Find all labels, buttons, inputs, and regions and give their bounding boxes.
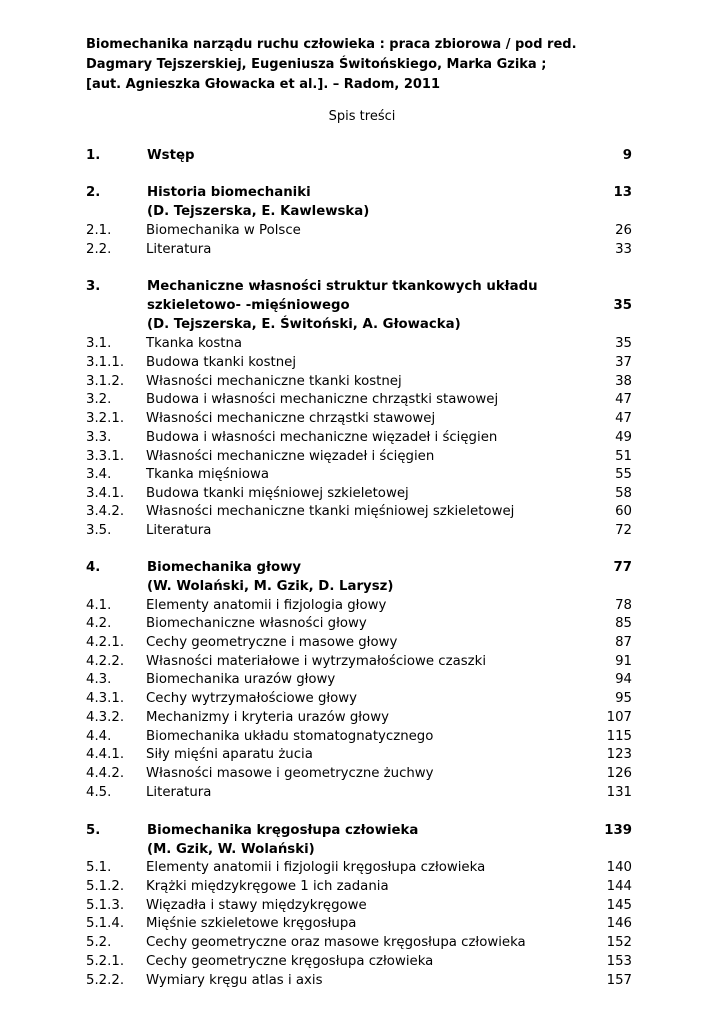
toc-entry-title: (D. Tejszerska, E. Kawlewska) [147, 204, 370, 219]
toc-entry-number: 4.1. [86, 598, 112, 613]
toc-chapter-row [0, 202, 724, 221]
toc-entry-title: Biomechanika w Polsce [146, 223, 301, 238]
toc-section-row [0, 447, 724, 466]
toc-entry-number: 3.3.1. [86, 449, 125, 464]
toc-entry-title: (W. Wolański, M. Gzik, D. Larysz) [147, 579, 394, 594]
toc-entry-page: 94 [615, 672, 632, 687]
toc-entry-title: Więzadła i stawy międzykręgowe [146, 898, 367, 913]
toc-entry-page: 47 [615, 392, 632, 407]
toc-entry-title: Cechy geometryczne oraz masowe kręgosłupa człowieka [146, 935, 526, 950]
toc-section-row [0, 952, 724, 971]
toc-entry-page: 37 [615, 355, 632, 370]
toc-entry-page: 153 [606, 954, 632, 969]
toc-entry-number: 4. [86, 560, 101, 575]
toc-chapter-row [0, 315, 724, 334]
toc-section-row [0, 390, 724, 409]
toc-entry-title: Cechy wytrzymałościowe głowy [146, 691, 358, 706]
toc-entry-page: 146 [606, 916, 632, 931]
toc-title: Spis treści [328, 109, 396, 124]
bibliographic-header [86, 35, 646, 95]
toc-entry-number: 4.3.2. [86, 710, 125, 725]
toc-entry-number: 4.4. [86, 729, 112, 744]
toc-chapter-row [0, 277, 724, 296]
toc-section-row [0, 521, 724, 540]
toc-section-row [0, 914, 724, 933]
toc-entry-number: 5.1.4. [86, 916, 125, 931]
toc-entry-number: 5.1.2. [86, 879, 125, 894]
toc-entry-title: Literatura [146, 242, 212, 257]
toc-chapter-row [0, 146, 724, 165]
toc-entry-page: 87 [615, 635, 632, 650]
toc-entry-title: Własności masowe i geometryczne żuchwy [146, 766, 434, 781]
toc-entry-number: 3.2.1. [86, 411, 125, 426]
toc-entry-number: 3.5. [86, 523, 112, 538]
toc-entry-title: Budowa i własności mechaniczne więzadeł i ścięgien [146, 430, 498, 445]
toc-entry-number: 3.4.2. [86, 504, 125, 519]
toc-entry-page: 49 [615, 430, 632, 445]
toc-entry-page: 60 [615, 504, 632, 519]
toc-entry-title: Tkanka kostna [146, 336, 243, 351]
toc-entry-title: Mięśnie szkieletowe kręgosłupa [146, 916, 357, 931]
toc-entry-page: 47 [615, 411, 632, 426]
toc-entry-number: 2.2. [86, 242, 112, 257]
toc-section-row [0, 708, 724, 727]
toc-entry-title: Cechy geometryczne kręgosłupa człowieka [146, 954, 434, 969]
toc-entry-title: Mechaniczne własności struktur tkankowych układu [147, 279, 538, 294]
toc-section-row [0, 465, 724, 484]
toc-entry-page: 51 [615, 449, 632, 464]
toc-entry-title: Własności mechaniczne więzadeł i ścięgien [146, 449, 435, 464]
toc-entry-number: 2. [86, 185, 101, 200]
toc-entry-title: Budowa i własności mechaniczne chrząstki stawowej [146, 392, 499, 407]
toc-entry-title: Budowa tkanki kostnej [146, 355, 297, 370]
toc-entry-title: Cechy geometryczne i masowe głowy [146, 635, 398, 650]
toc-entry-page: 115 [606, 729, 632, 744]
toc-entry-title: (M. Gzik, W. Wolański) [147, 842, 315, 857]
toc-entry-number: 4.4.1. [86, 747, 125, 762]
toc-chapter-row [0, 296, 724, 315]
toc-entry-title: Elementy anatomii i fizjologia głowy [146, 598, 387, 613]
toc-section-row [0, 670, 724, 689]
toc-entry-page: 145 [606, 898, 632, 913]
toc-entry-page: 126 [606, 766, 632, 781]
toc-section-row [0, 877, 724, 896]
toc-entry-page: 123 [606, 747, 632, 762]
toc-entry-page: 35 [615, 336, 632, 351]
toc-section-row [0, 652, 724, 671]
toc-entry-number: 3.1.2. [86, 374, 125, 389]
toc-entry-title: Historia biomechaniki [147, 185, 311, 200]
toc-entry-page: 157 [606, 973, 632, 988]
toc-chapter-row [0, 821, 724, 840]
toc-section-row [0, 353, 724, 372]
header-line: [aut. Agnieszka Głowacka et al.]. – Radom, 2011 [86, 77, 441, 92]
toc-section-row [0, 933, 724, 952]
toc-entry-number: 5.2.2. [86, 973, 125, 988]
toc-section-row [0, 633, 724, 652]
toc-section-row [0, 409, 724, 428]
toc-entry-page: 9 [622, 148, 632, 163]
toc-entry-number: 5. [86, 823, 101, 838]
toc-entry-page: 131 [606, 785, 632, 800]
toc-section-row [0, 221, 724, 240]
toc-section-row [0, 727, 724, 746]
toc-entry-number: 4.3. [86, 672, 112, 687]
toc-entry-page: 58 [615, 486, 632, 501]
toc-entry-title: Wymiary kręgu atlas i axis [146, 973, 323, 988]
toc-section-row [0, 334, 724, 353]
toc-entry-page: 85 [615, 616, 632, 631]
toc-entry-number: 3.3. [86, 430, 112, 445]
toc-entry-page: 78 [615, 598, 632, 613]
toc-entry-number: 4.5. [86, 785, 112, 800]
toc-entry-number: 2.1. [86, 223, 112, 238]
toc-entry-title: Budowa tkanki mięśniowej szkieletowej [146, 486, 409, 501]
toc-entry-number: 3. [86, 279, 101, 294]
toc-entry-page: 91 [615, 654, 632, 669]
toc-section-row [0, 689, 724, 708]
toc-entry-number: 4.2.2. [86, 654, 125, 669]
toc-entry-title: (D. Tejszerska, E. Świtoński, A. Głowacka) [147, 317, 461, 332]
toc-entry-title: Krążki międzykręgowe 1 ich zadania [146, 879, 389, 894]
toc-entry-title: Literatura [146, 785, 212, 800]
toc-entry-number: 3.4. [86, 467, 112, 482]
toc-entry-title: Własności mechaniczne tkanki mięśniowej szkieletowej [146, 504, 515, 519]
toc-entry-page: 77 [613, 560, 632, 575]
toc-entry-number: 1. [86, 148, 101, 163]
toc-entry-page: 55 [615, 467, 632, 482]
toc-entry-title: Mechanizmy i kryteria urazów głowy [146, 710, 389, 725]
toc-entry-number: 3.4.1. [86, 486, 125, 501]
toc-entry-title: szkieletowo- -mięśniowego [147, 298, 350, 313]
toc-entry-title: Siły mięśni aparatu żucia [146, 747, 313, 762]
toc-section-row [0, 502, 724, 521]
toc-entry-number: 4.4.2. [86, 766, 125, 781]
toc-section-row [0, 428, 724, 447]
toc-entry-title: Elementy anatomii i fizjologii kręgosłupa człowieka [146, 860, 486, 875]
toc-entry-number: 5.2. [86, 935, 112, 950]
header-line: Biomechanika narządu ruchu człowieka : praca zbiorowa / pod red. [86, 37, 577, 52]
toc-entry-page: 13 [613, 185, 632, 200]
toc-entry-page: 95 [615, 691, 632, 706]
toc-entry-number: 5.1.3. [86, 898, 125, 913]
toc-entry-title: Biomechanika układu stomatognatycznego [146, 729, 434, 744]
toc-entry-title: Biomechanika głowy [147, 560, 302, 575]
toc-entry-title: Tkanka mięśniowa [146, 467, 270, 482]
toc-entry-title: Literatura [146, 523, 212, 538]
toc-entry-number: 3.1.1. [86, 355, 125, 370]
header-line: Dagmary Tejszerskiej, Eugeniusza Świtońskiego, Marka Gzika ; [86, 57, 547, 72]
toc-entry-page: 139 [604, 823, 632, 838]
toc-section-row [0, 596, 724, 615]
toc-section-row [0, 372, 724, 391]
toc-chapter-row [0, 183, 724, 202]
toc-entry-title: Biomechanika urazów głowy [146, 672, 336, 687]
toc-entry-number: 5.1. [86, 860, 112, 875]
toc-chapter-row [0, 558, 724, 577]
toc-entry-number: 3.2. [86, 392, 112, 407]
toc-section-row [0, 783, 724, 802]
toc-entry-title: Własności mechaniczne chrząstki stawowej [146, 411, 436, 426]
toc-section-row [0, 614, 724, 633]
toc-section-row [0, 240, 724, 259]
toc-entry-page: 107 [606, 710, 632, 725]
toc-entry-page: 26 [615, 223, 632, 238]
toc-section-row [0, 764, 724, 783]
toc-entry-number: 3.1. [86, 336, 112, 351]
toc-entry-page: 144 [606, 879, 632, 894]
toc-entry-page: 72 [615, 523, 632, 538]
toc-entry-page: 33 [615, 242, 632, 257]
toc-entry-number: 4.2. [86, 616, 112, 631]
toc-entry-page: 35 [613, 298, 632, 313]
toc-entry-title: Biomechaniczne własności głowy [146, 616, 367, 631]
toc-chapter-row [0, 577, 724, 596]
toc-entry-title: Wstęp [147, 148, 195, 163]
toc-entry-page: 152 [606, 935, 632, 950]
toc-section-row [0, 971, 724, 990]
toc-entry-number: 4.2.1. [86, 635, 125, 650]
toc-entry-title: Własności materiałowe i wytrzymałościowe czaszki [146, 654, 487, 669]
toc-chapter-row [0, 840, 724, 859]
toc-section-row [0, 745, 724, 764]
toc-entry-page: 140 [606, 860, 632, 875]
toc-entry-title: Własności mechaniczne tkanki kostnej [146, 374, 402, 389]
toc-section-row [0, 896, 724, 915]
toc-entry-page: 38 [615, 374, 632, 389]
toc-section-row [0, 484, 724, 503]
toc-entry-title: Biomechanika kręgosłupa człowieka [147, 823, 419, 838]
toc-section-row [0, 858, 724, 877]
toc-entry-number: 4.3.1. [86, 691, 125, 706]
toc-entry-number: 5.2.1. [86, 954, 125, 969]
